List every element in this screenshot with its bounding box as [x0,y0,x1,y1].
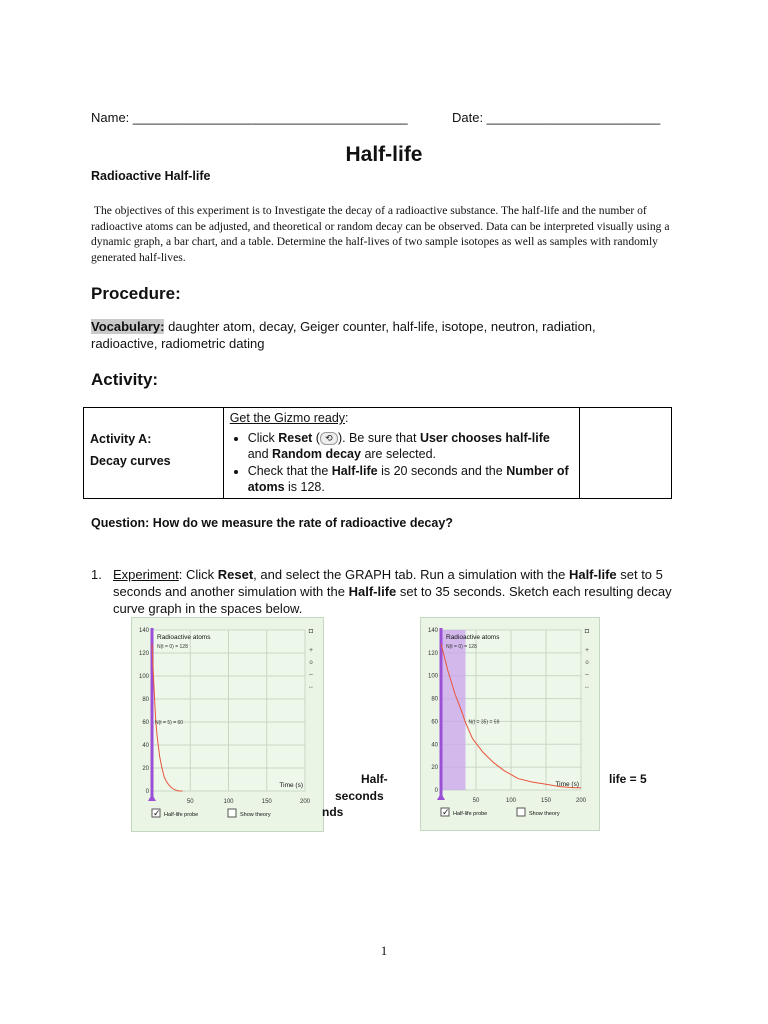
page-title: Half-life [345,143,423,166]
y-tick-label: 60 [142,720,149,726]
y-tick-label: 80 [142,697,149,703]
pan-icon: ↔ [308,684,314,690]
decay-chart-svg [132,618,323,831]
instruction-item: • Click Reset ( ⟲ ). Be sure that User chooses half-life and Random decay are selected. [248,430,574,463]
probe-checkbox-label: Half-life probe [164,812,199,818]
x-tick-label: 200 [575,798,587,804]
date-field-label: Date: ________________________ [452,110,661,125]
theory-checkbox-label: Show theory [240,812,271,818]
camera-icon: ◘ [584,628,590,635]
y-tick-label: 60 [431,719,438,726]
zoom-in-icon: + [308,647,314,654]
name-field-label: Name: ______________________________________ [91,110,408,125]
theory-checkbox-label: Show theory [529,811,560,817]
procedure-heading: Procedure: [91,284,181,303]
zoom-in-icon: + [584,647,590,654]
decay-chart-35s [420,617,600,831]
y-tick-label: 0 [145,789,149,795]
instructions-cell: Get the Gizmo ready: • Click Reset ( ⟲ ). Be sure that User chooses half-life and Random decay are selected. • Check that the Half-life is 20 seconds and the Number of atoms is 128. [223,408,580,499]
chart-title: Radioactive atoms [157,634,211,641]
probe-label: N(t = 0) = 128 [157,644,188,650]
activity-name: Decay curves [90,454,171,468]
x-tick-label: 50 [472,798,480,804]
checkmark-icon: ✓ [442,807,450,817]
y-tick-label: 140 [138,628,149,634]
probe-label: N(t = 0) = 128 [446,644,477,650]
zoom-out-icon: – [309,671,313,678]
pan-icon: ↔ [584,684,590,690]
nds-fragment: nds [322,805,344,819]
x-tick-label: 200 [299,799,311,805]
decay-chart-5s [131,617,324,832]
zoom-out-icon: – [585,671,589,678]
x-axis-label: Time (s) [555,781,579,788]
checkmark-icon: ✓ [153,808,161,818]
y-tick-label: 20 [142,766,149,772]
y-tick-label: 20 [431,765,438,772]
zoom-reset-icon: o [309,660,313,666]
x-tick-label: 100 [505,798,517,804]
y-tick-label: 120 [138,651,149,657]
instruction-item: • Check that the Half-life is 20 seconds and the Number of atoms is 128. [248,463,574,496]
x-tick-label: 150 [261,799,272,805]
y-tick-label: 0 [434,788,438,794]
subtitle: Radioactive Half-life [91,169,211,183]
experiment-label: Experiment [113,567,179,582]
vocabulary-label: Vocabulary: [91,319,165,334]
activity-table [83,407,672,499]
half-life-fragment: Half- [361,772,388,786]
chart-title: Radioactive atoms [446,634,500,641]
y-tick-label: 120 [427,650,438,657]
instructions-list [230,430,574,496]
life-equals-fragment: life = 5 [609,772,647,786]
empty-cell [580,408,672,499]
probe-mid-label: N(t = 5) = 60 [155,720,184,726]
y-tick-label: 100 [138,674,149,680]
decay-chart-svg [421,618,599,830]
probe-mid-label: N(t = 35) = 59 [468,719,500,726]
y-tick-label: 40 [142,743,149,749]
x-tick-label: 50 [186,799,194,805]
y-tick-label: 80 [431,696,438,703]
get-ready-label: Get the Gizmo ready [229,411,346,425]
camera-icon: ◘ [308,628,314,635]
y-tick-label: 140 [427,628,438,634]
page-number: 1 [380,943,388,958]
x-axis-label: Time (s) [279,782,303,789]
zoom-reset-icon: o [585,660,589,666]
question-text: Question: How do we measure the rate of radioactive decay? [91,516,453,530]
show-theory-checkbox [517,808,525,816]
vocabulary-paragraph: Vocabulary: daughter atom, decay, Geiger counter, half-life, isotope, neutron, radiation, radioactive, radiometric dating [91,319,596,351]
probe-handle-icon [148,794,156,801]
list-number: 1. [91,567,102,582]
seconds-fragment: seconds [335,789,384,803]
objectives-paragraph: The objectives of this experiment is to Investigate the decay of a radioactive substance. The half-life and the number of radioactive atoms can be adjusted, and theoretical or random decay can be observed. Data can be interpreted visually using a dynamic graph, a bar chart, and a table. Determine the half-lives of two sample isotopes as well as samples with randomly generated half-lives. [91,204,670,264]
y-tick-label: 100 [427,673,438,680]
activity-heading: Activity: [91,370,159,389]
half-life-shaded-region [441,630,466,790]
activity-label-cell [84,408,224,499]
reset-icon: ⟲ [320,432,338,445]
x-tick-label: 150 [540,798,552,804]
probe-checkbox-label: Half-life probe [453,811,488,817]
experiment-paragraph: 1. Experiment: Click Reset, and select the GRAPH tab. Run a simulation with the Half-life set to 5 seconds and another simulation with the Half-life set to 35 seconds. Sketch each resulting decay curve graph in the spaces below. [91,567,672,616]
probe-handle-icon [437,793,445,800]
activity-label: Activity A: [90,432,152,446]
y-tick-label: 40 [431,742,438,749]
x-tick-label: 100 [223,799,234,805]
show-theory-checkbox [228,809,236,817]
